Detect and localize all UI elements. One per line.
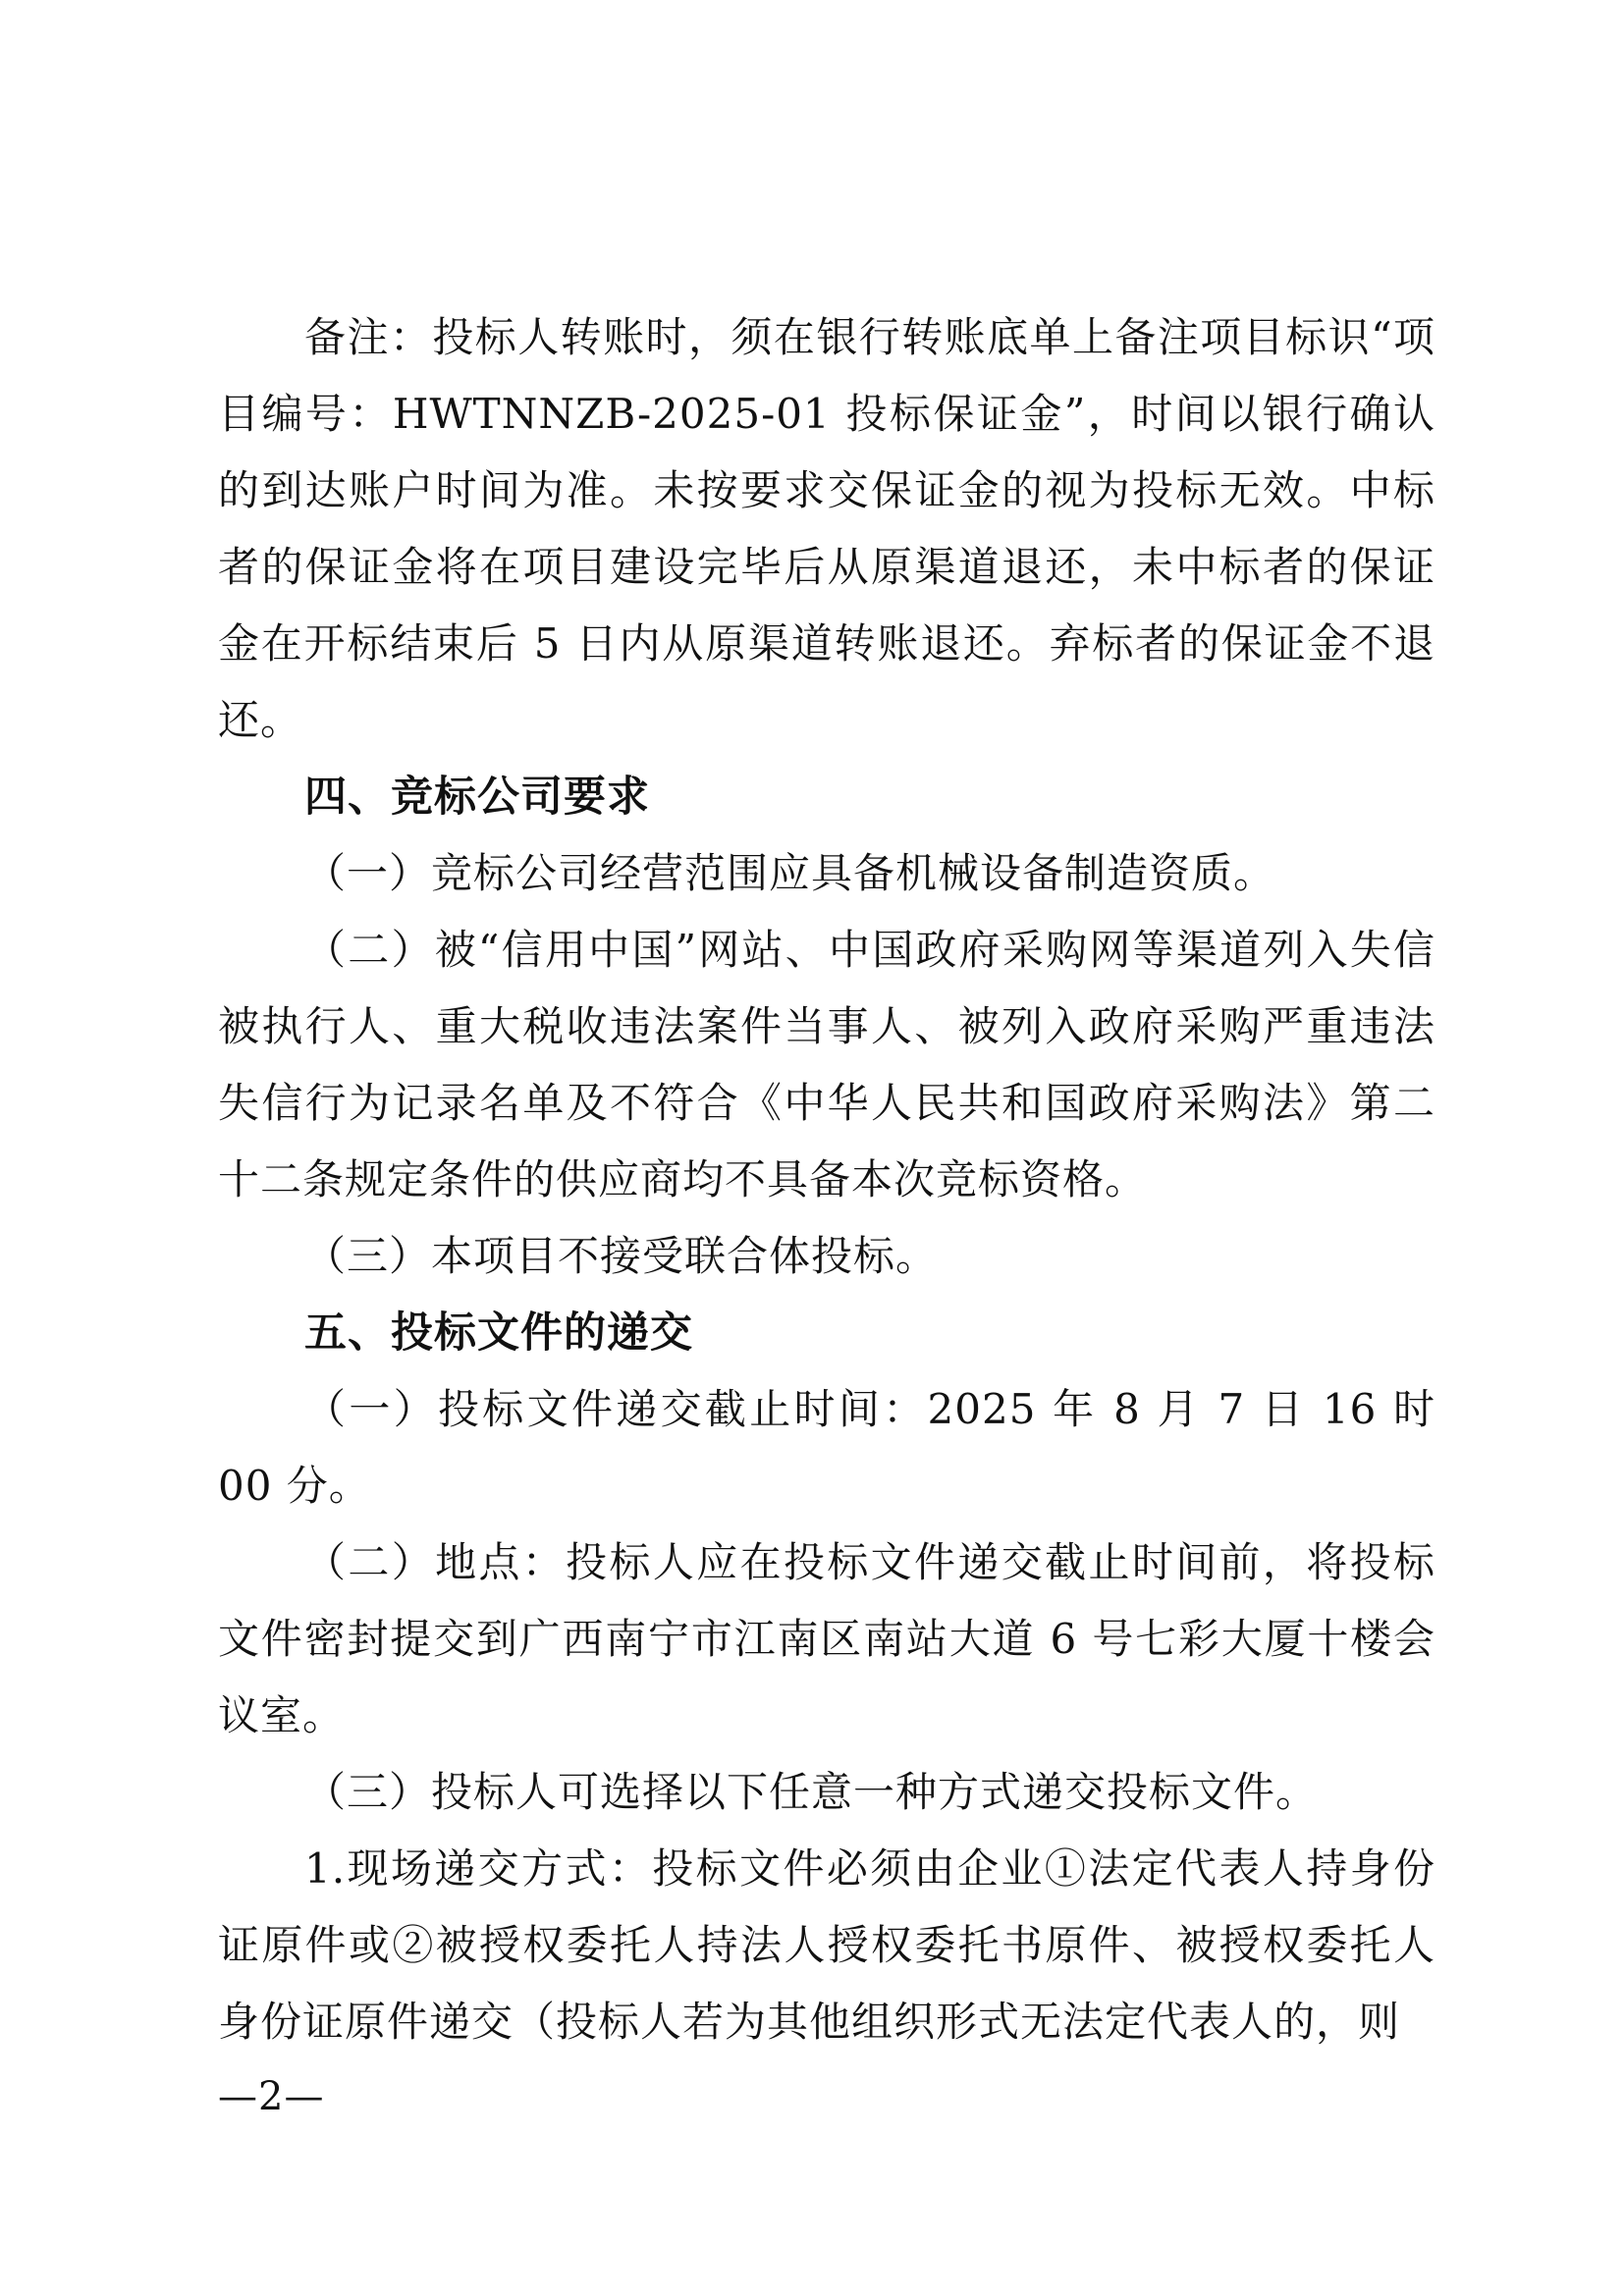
paragraph-requirement-2: （二）被“信用中国”网站、中国政府采购网等渠道列入失信被执行人、重大税收违法案件当事人、被列入政府采购严重违法失信行为记录名单及不符合《中华人民共和国政府采购法》第二十二条规定条件的供应商均不具备本次竞标资格。	[218, 926, 1435, 1203]
section-heading-company-requirements: 四、竞标公司要求	[304, 773, 650, 822]
paragraph-submission-methods: （三）投标人可选择以下任意一种方式递交投标文件。	[304, 1768, 1319, 1816]
paragraph-requirement-3: （三）本项目不接受联合体投标。	[304, 1232, 939, 1280]
section-heading-submission: 五、投标文件的递交	[304, 1308, 693, 1358]
paragraph-deposit-note: 备注：投标人转账时，须在银行转账底单上备注项目标识“项目编号：HWTNNZB-2025-01 投标保证金”，时间以银行确认的到达账户时间为准。未按要求交保证金的视为投标无效。中标者的保证金将在项目建设完毕后从原渠道退还，未中标者的保证金在开标结束后 5 日内从原渠道转账退还。弃标者的保证金不退还。	[218, 313, 1435, 744]
paragraph-requirement-1: （一）竞标公司经营范围应具备机械设备制造资质。	[304, 849, 1276, 897]
page-number: —2—	[218, 2074, 325, 2119]
document-body	[218, 299, 1435, 2060]
paragraph-onsite-submission: 1.现场递交方式：投标文件必须由企业①法定代表人持身份证原件或②被授权委托人持法人授权委托书原件、被授权委托人身份证原件递交（投标人若为其他组织形式无法定代表人的，则	[218, 1844, 1435, 2046]
paragraph-submission-location: （二）地点：投标人应在投标文件递交截止时间前，将投标文件密封提交到广西南宁市江南区南站大道 6 号七彩大厦十楼会议室。	[218, 1538, 1435, 1739]
paragraph-submission-deadline: （一）投标文件递交截止时间：2025 年 8 月 7 日 16 时 00 分。	[218, 1385, 1435, 1510]
